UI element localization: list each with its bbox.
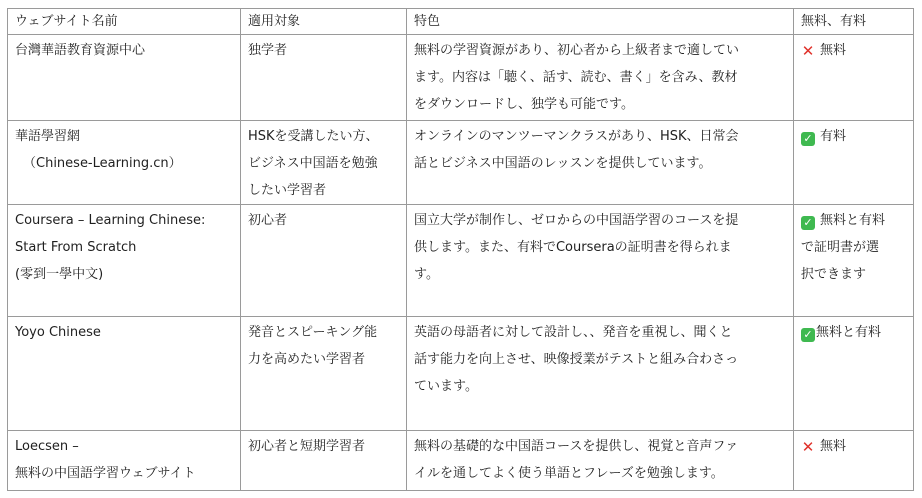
features-cell bbox=[407, 121, 794, 205]
price-text: で証明書が選 bbox=[801, 240, 880, 255]
cross-mark-icon: ✕ bbox=[801, 42, 815, 60]
features-text: 無料の基礎的な中国語コースを提供し、視覚と音声ファ bbox=[414, 439, 739, 454]
header-target: 適用対象 bbox=[241, 9, 407, 35]
price-text: 無料と有料 bbox=[820, 213, 886, 228]
website-name: Yoyo Chinese bbox=[15, 325, 101, 340]
features-text: 国立大学が制作し、ゼロからの中国語学習のコースを提 bbox=[414, 213, 739, 228]
table-row bbox=[8, 121, 914, 205]
price-cell bbox=[794, 205, 914, 317]
features-text: ます。内容は「聴く、話す、読む、書く」を含み、教材 bbox=[414, 70, 738, 85]
website-name: (零到一學中文) bbox=[15, 267, 104, 282]
features-cell bbox=[407, 431, 794, 491]
check-mark-icon: ✓ bbox=[801, 132, 815, 146]
table-row bbox=[8, 35, 914, 121]
target-text: 独学者 bbox=[248, 43, 288, 58]
website-name-cell bbox=[8, 317, 241, 431]
price-text: 無料 bbox=[820, 43, 847, 58]
header-website-name: ウェブサイト名前 bbox=[8, 9, 241, 35]
features-text: をダウンロードし、独学も可能です。 bbox=[414, 97, 634, 112]
features-text: ています。 bbox=[414, 379, 478, 394]
check-mark-icon: ✓ bbox=[801, 216, 815, 230]
website-name-cell bbox=[8, 205, 241, 317]
website-name: Loecsen – bbox=[15, 439, 79, 454]
website-name: 台灣華語教育資源中心 bbox=[15, 43, 146, 58]
price-text: 択できます bbox=[801, 267, 867, 282]
table-row bbox=[8, 205, 914, 317]
website-name: （Chinese-Learning.cn） bbox=[23, 156, 182, 171]
price-cell bbox=[794, 431, 914, 491]
website-name-cell bbox=[8, 431, 241, 491]
header-price: 無料、有料 bbox=[794, 9, 914, 35]
target-cell bbox=[241, 35, 407, 121]
price-text: 無料 bbox=[820, 439, 847, 454]
features-text: す。 bbox=[414, 267, 439, 282]
website-name: Coursera – Learning Chinese: bbox=[15, 213, 206, 228]
target-text: したい学習者 bbox=[248, 183, 327, 198]
features-text: 話す能力を向上させ、映像授業がテストと組み合わさっ bbox=[414, 352, 739, 367]
table-row bbox=[8, 431, 914, 491]
price-text: 無料と有料 bbox=[816, 325, 882, 340]
features-text: 無料の学習資源があり、初心者から上級者まで適してい bbox=[414, 43, 740, 58]
target-text: HSKを受講したい方、 bbox=[248, 129, 379, 144]
target-cell bbox=[241, 317, 407, 431]
price-cell bbox=[794, 317, 914, 431]
features-text: 話とビジネス中国語のレッスンを提供しています。 bbox=[414, 156, 712, 171]
price-text: 有料 bbox=[820, 129, 847, 144]
website-comparison-table bbox=[7, 8, 914, 491]
features-cell bbox=[407, 35, 794, 121]
table-row bbox=[8, 317, 914, 431]
price-cell bbox=[794, 121, 914, 205]
website-name: 無料の中国語学習ウェブサイト bbox=[15, 466, 196, 481]
features-text: 供します。また、有料でCourseraの証明書を得られま bbox=[414, 240, 732, 255]
target-cell bbox=[241, 121, 407, 205]
target-text: 発音とスピーキング能 bbox=[248, 325, 378, 340]
website-name: 華語學習網 bbox=[15, 129, 81, 144]
features-cell bbox=[407, 317, 794, 431]
cross-mark-icon: ✕ bbox=[801, 438, 815, 456]
website-name-cell bbox=[8, 35, 241, 121]
target-text: ビジネス中国語を勉強 bbox=[248, 156, 378, 171]
website-name: Start From Scratch bbox=[15, 240, 137, 255]
target-text: 初心者と短期学習者 bbox=[248, 439, 366, 454]
check-mark-icon: ✓ bbox=[801, 328, 815, 342]
target-text: 初心者 bbox=[248, 213, 288, 228]
features-text: イルを通してよく使う単語とフレーズを勉強します。 bbox=[414, 466, 724, 481]
target-cell bbox=[241, 431, 407, 491]
header-features: 特色 bbox=[407, 9, 794, 35]
header-row bbox=[8, 9, 914, 35]
features-text: 英語の母語者に対して設計し、、発音を重視し、聞くと bbox=[414, 325, 733, 340]
features-text: オンラインのマンツーマンクラスがあり、HSK、日常会 bbox=[414, 129, 739, 144]
features-cell bbox=[407, 205, 794, 317]
price-cell bbox=[794, 35, 914, 121]
target-cell bbox=[241, 205, 407, 317]
website-name-cell bbox=[8, 121, 241, 205]
target-text: 力を高めたい学習者 bbox=[248, 352, 366, 367]
